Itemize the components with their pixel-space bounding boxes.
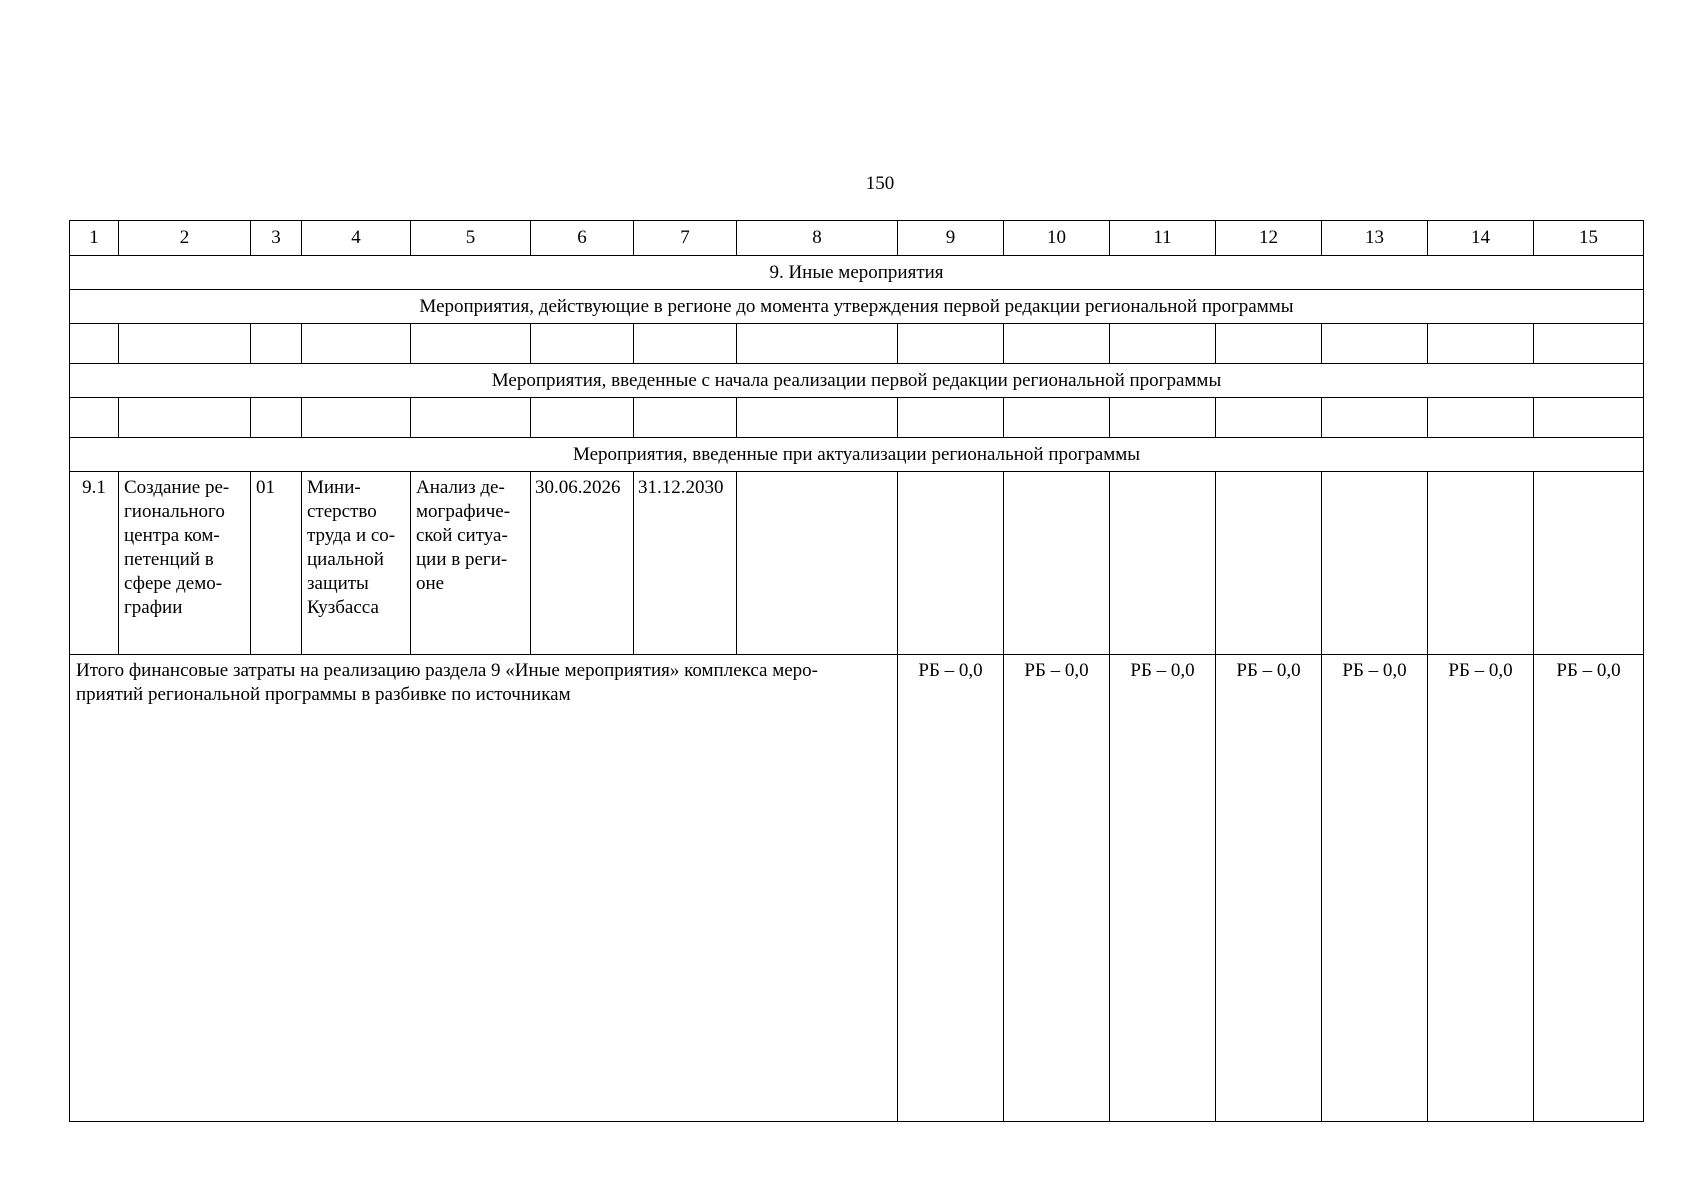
column-number-row — [70, 221, 1644, 256]
column-number-cell: 12 — [1216, 221, 1322, 256]
empty-cell — [1004, 472, 1110, 655]
total-value: РБ – 0,0 — [1534, 655, 1644, 1122]
item-col8 — [737, 472, 898, 655]
empty-cell — [1216, 324, 1322, 364]
item-name: Создание ре- гионального центра ком- петенций в сфере демо- графии — [119, 472, 251, 655]
empty-cell — [411, 398, 531, 438]
empty-row — [70, 398, 1644, 438]
empty-cell — [1322, 324, 1428, 364]
item-code: 01 — [251, 472, 302, 655]
empty-cell — [531, 398, 634, 438]
total-value: РБ – 0,0 — [1322, 655, 1428, 1122]
subsection-row — [70, 364, 1644, 398]
empty-cell — [531, 324, 634, 364]
empty-cell — [1534, 398, 1644, 438]
empty-cell — [251, 324, 302, 364]
subsection-introduced-start: Мероприятия, введенные с начала реализации первой редакции региональной программы — [70, 364, 1644, 398]
empty-cell — [1216, 398, 1322, 438]
empty-cell — [898, 398, 1004, 438]
empty-cell — [1322, 398, 1428, 438]
item-executor: Мини- стерство труда и со- циальной защиты Кузбасса — [302, 472, 411, 655]
empty-cell — [1216, 472, 1322, 655]
table-row — [70, 472, 1644, 655]
section-title-row — [70, 256, 1644, 290]
item-start-date: 30.06.2026 — [531, 472, 634, 655]
empty-cell — [1110, 472, 1216, 655]
column-number-cell: 7 — [634, 221, 737, 256]
empty-cell — [1004, 398, 1110, 438]
item-end-date: 31.12.2030 — [634, 472, 737, 655]
program-table — [69, 220, 1644, 1122]
empty-cell — [898, 472, 1004, 655]
column-number-cell: 8 — [737, 221, 898, 256]
column-number-cell: 9 — [898, 221, 1004, 256]
empty-cell — [1534, 324, 1644, 364]
subsection-row — [70, 290, 1644, 324]
total-value: РБ – 0,0 — [1428, 655, 1534, 1122]
empty-cell — [634, 398, 737, 438]
column-number-cell: 10 — [1004, 221, 1110, 256]
column-number-cell: 4 — [302, 221, 411, 256]
empty-cell — [1110, 398, 1216, 438]
empty-cell — [251, 398, 302, 438]
empty-cell — [70, 398, 119, 438]
empty-cell — [302, 324, 411, 364]
column-number-cell: 14 — [1428, 221, 1534, 256]
total-value: РБ – 0,0 — [1216, 655, 1322, 1122]
column-number-cell: 2 — [119, 221, 251, 256]
total-value: РБ – 0,0 — [1004, 655, 1110, 1122]
empty-cell — [119, 398, 251, 438]
column-number-cell: 6 — [531, 221, 634, 256]
empty-cell — [634, 324, 737, 364]
total-row — [70, 655, 1644, 1122]
empty-cell — [898, 324, 1004, 364]
total-label: Итого финансовые затраты на реализацию раздела 9 «Иные мероприятия» комплекса меро- приятий региональной программы в разбивке по источникам — [70, 655, 898, 1122]
section-title: 9. Иные мероприятия — [70, 256, 1644, 290]
empty-cell — [1534, 472, 1644, 655]
column-number-cell: 3 — [251, 221, 302, 256]
subsection-existing: Мероприятия, действующие в регионе до момента утверждения первой редакции региональной программы — [70, 290, 1644, 324]
page-number: 150 — [865, 173, 895, 194]
empty-row — [70, 324, 1644, 364]
column-number-cell: 13 — [1322, 221, 1428, 256]
empty-cell — [737, 324, 898, 364]
column-number-cell: 5 — [411, 221, 531, 256]
empty-cell — [70, 324, 119, 364]
empty-cell — [1110, 324, 1216, 364]
empty-cell — [1322, 472, 1428, 655]
empty-cell — [1428, 472, 1534, 655]
total-value: РБ – 0,0 — [1110, 655, 1216, 1122]
item-result: Анализ де- мографиче- ской ситуа- ции в реги- оне — [411, 472, 531, 655]
empty-cell — [302, 398, 411, 438]
item-number: 9.1 — [70, 472, 119, 655]
empty-cell — [737, 398, 898, 438]
column-number-cell: 1 — [70, 221, 119, 256]
column-number-cell: 11 — [1110, 221, 1216, 256]
empty-cell — [1428, 398, 1534, 438]
empty-cell — [1004, 324, 1110, 364]
empty-cell — [411, 324, 531, 364]
empty-cell — [1428, 324, 1534, 364]
subsection-row — [70, 438, 1644, 472]
column-number-cell: 15 — [1534, 221, 1644, 256]
total-value: РБ – 0,0 — [898, 655, 1004, 1122]
empty-cell — [119, 324, 251, 364]
subsection-introduced-update: Мероприятия, введенные при актуализации региональной программы — [70, 438, 1644, 472]
